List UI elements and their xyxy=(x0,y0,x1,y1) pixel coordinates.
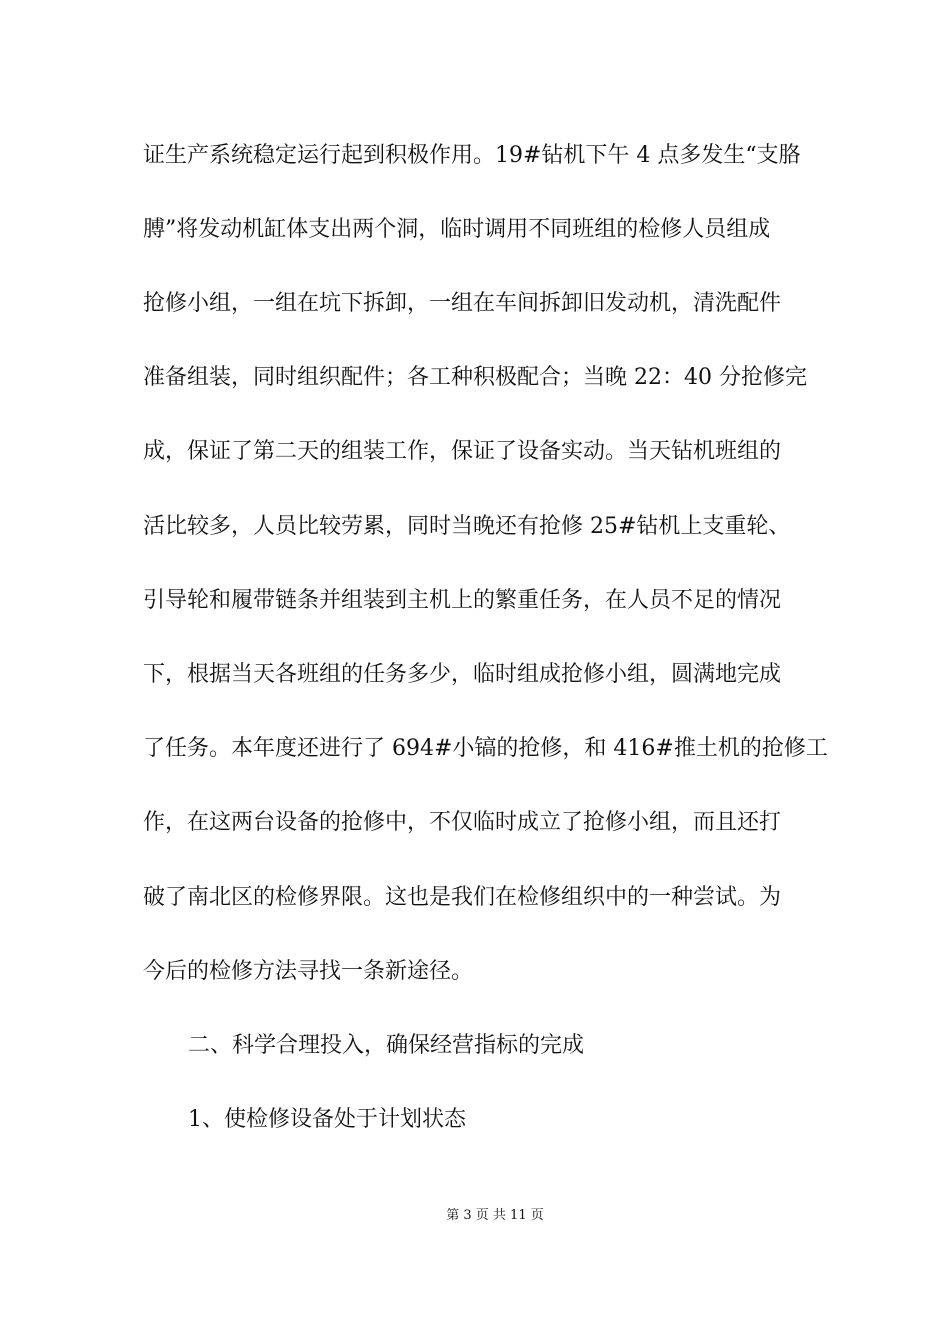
section-heading: 二、科学合理投入，确保经营指标的完成 xyxy=(188,1033,585,1058)
body-line-4: 准备组装，同时组织配件；各工种积极配合；当晚 22：40 分抢修完 xyxy=(143,365,807,390)
body-line-11: 破了南北区的检修界限。这也是我们在检修组织中的一种尝试。为 xyxy=(143,885,782,910)
subsection-heading: 1、使检修设备处于计划状态 xyxy=(188,1107,466,1132)
page-number-footer: 第 3 页 共 11 页 xyxy=(446,1208,544,1223)
body-line-9: 了任务。本年度还进行了 694#小镐的抢修，和 416#推土机的抢修工 xyxy=(143,736,828,761)
body-line-6: 活比较多，人员比较劳累，同时当晚还有抢修 25#钻机上支重轮、 xyxy=(143,514,791,539)
body-line-2: 膊”将发动机缸体支出两个洞，临时调用不同班组的检修人员组成 xyxy=(143,217,771,242)
body-line-1: 证生产系统稳定运行起到积极作用。19#钻机下午 4 点多发生“支胳 xyxy=(143,143,801,168)
body-line-7: 引导轮和履带链条并组装到主机上的繁重任务，在人员不足的情况 xyxy=(143,588,782,613)
body-line-12: 今后的检修方法寻找一条新途径。 xyxy=(143,959,474,984)
body-line-3: 抢修小组，一组在坑下拆卸，一组在车间拆卸旧发动机，清洗配件 xyxy=(143,291,782,316)
body-line-8: 下，根据当天各班组的任务多少，临时组成抢修小组，圆满地完成 xyxy=(143,662,782,687)
body-line-5: 成，保证了第二天的组装工作，保证了设备实动。当天钻机班组的 xyxy=(143,439,782,464)
body-line-10: 作，在这两台设备的抢修中，不仅临时成立了抢修小组，而且还打 xyxy=(143,810,782,835)
